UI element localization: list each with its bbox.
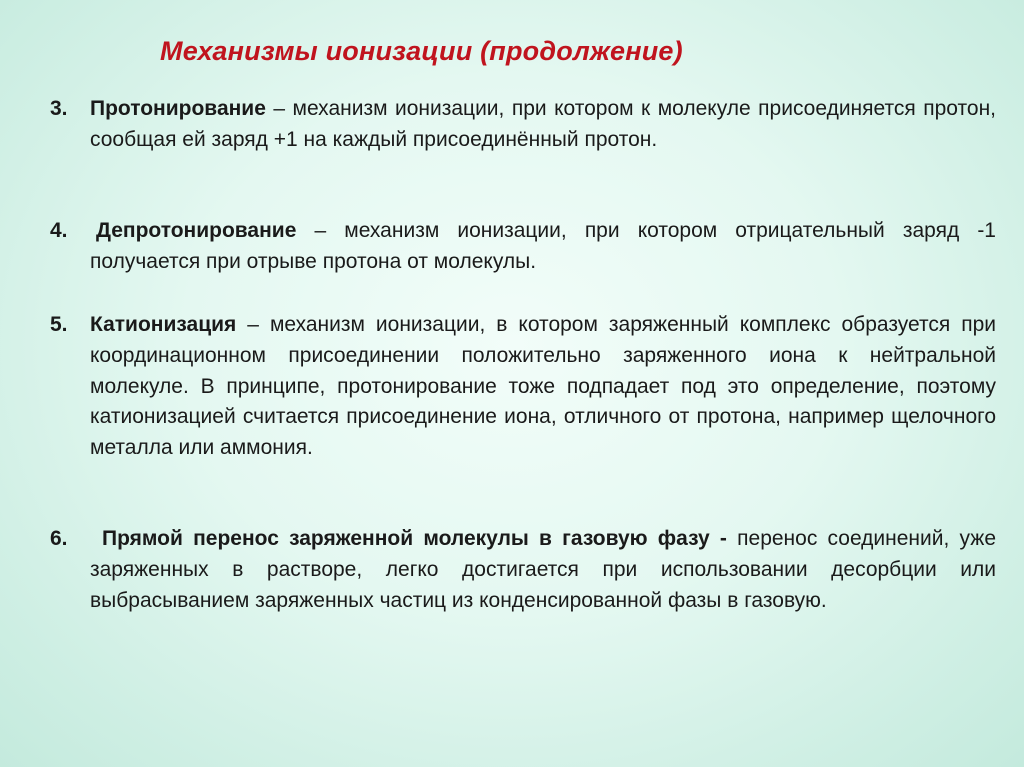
item-term: Депротонирование (96, 219, 297, 242)
item-text: механизм ионизации, при котором отрицательный заряд -1 получается при отрыве протона от молекулы. (90, 219, 996, 273)
item-text: перенос соединений, уже заряженных в растворе, легко достигается при использовании десорбции или выбрасыванием заряженных частиц из конденсированной фазы в газовую. (90, 527, 996, 612)
item-separator: – (265, 97, 293, 120)
list-item-deprotonation (50, 216, 996, 278)
item-term: Протонирование (90, 97, 266, 120)
item-text: механизм ионизации, при котором к молекуле присоединяется протон, сообщая ей заряд +1 на каждый присоединённый протон. (90, 97, 996, 151)
item-body (90, 310, 996, 464)
item-body (90, 216, 996, 278)
item-separator: – (296, 219, 345, 242)
item-term: Прямой перенос заряженной молекулы в газовую фазу - (102, 527, 727, 550)
slide-title: Механизмы ионизации (продолжение) (160, 36, 683, 66)
list-item-direct-transfer (50, 524, 996, 616)
item-number: 4. (50, 219, 68, 242)
list-item-cationization (50, 310, 996, 464)
item-number: 3. (50, 97, 68, 120)
item-term: Катионизация (90, 313, 237, 336)
item-body (90, 524, 996, 616)
item-body (90, 94, 996, 156)
list-item-protonation (50, 94, 996, 156)
item-separator: – (236, 313, 270, 336)
item-number: 6. (50, 527, 68, 550)
item-text: механизм ионизации, в котором заряженный комплекс образуется при координационном присоединении положительно заряженного иона к нейтральной молекуле. В принципе, протонирование тоже подпадает под это определение, поэтому катионизацией считается присоединение иона, отличного от протона, например щелочного металла или аммония. (90, 313, 996, 460)
item-number: 5. (50, 313, 68, 336)
item-separator (727, 527, 737, 550)
